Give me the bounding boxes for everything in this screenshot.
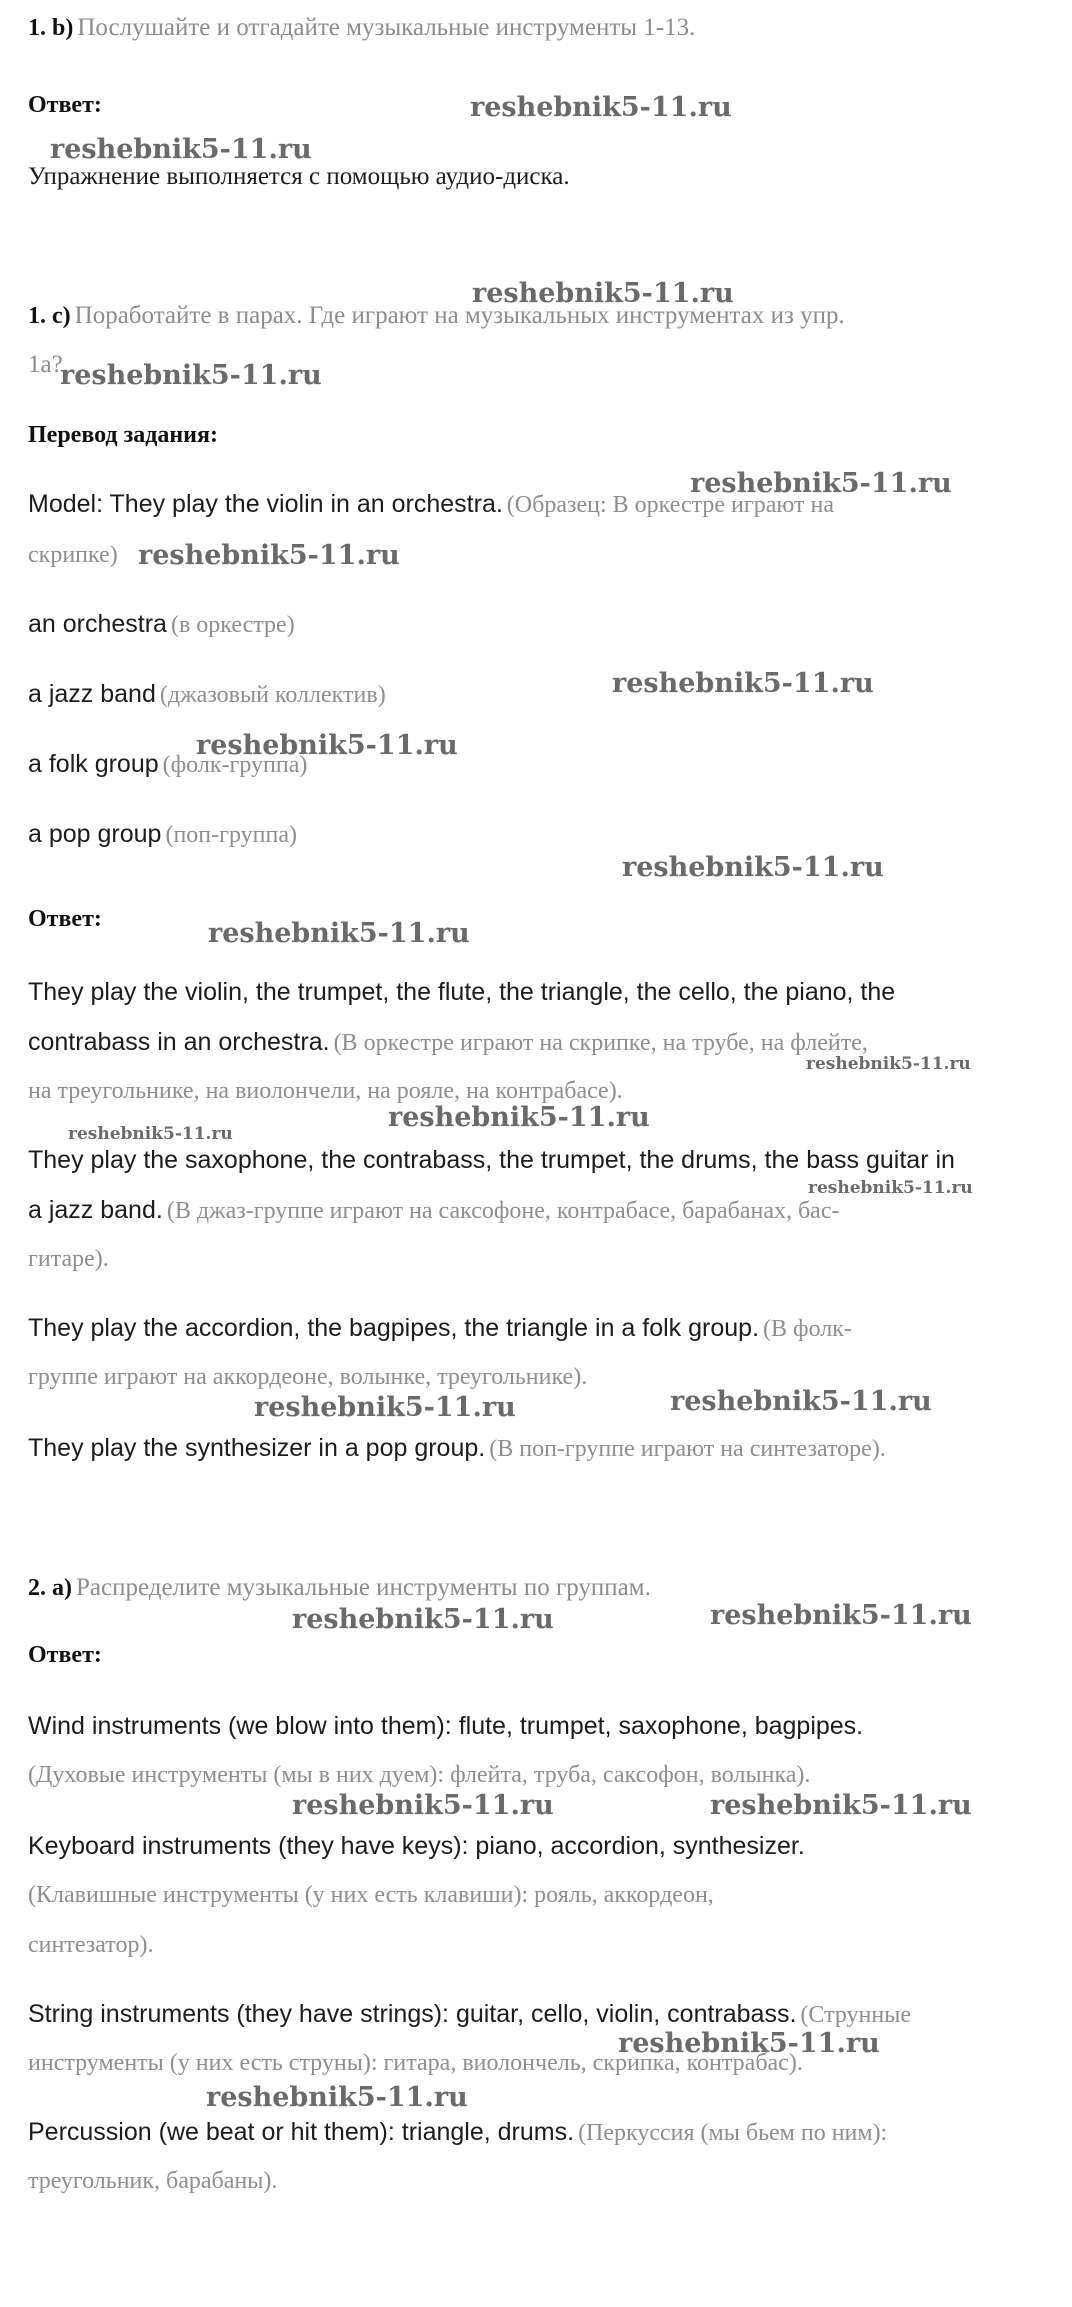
watermark: reshebnik5-11.ru [196, 730, 458, 761]
ex1c-answer-label: Ответ: [28, 906, 102, 932]
answer2-ru: (В джаз-группе играют на саксофоне, контрабасе, барабанах, бас- [166, 1198, 840, 1224]
answer1-ru: (В оркестре играют на скрипке, на трубе, на флейте, [333, 1030, 868, 1056]
ex1b-heading [28, 14, 695, 42]
watermark: reshebnik5-11.ru [388, 1102, 650, 1133]
answer4-ru: (В поп-группе играют на синтезаторе). [489, 1436, 886, 1462]
watermark: reshebnik5-11.ru [622, 852, 884, 883]
option-ru: (джазовый коллектив) [159, 682, 386, 708]
ex1c-answer2-line1: They play the saxophone, the contrabass, the trumpet, the drums, the bass guitar in [28, 1146, 955, 1174]
watermark: reshebnik5-11.ru [206, 2082, 468, 2113]
ex2a-group3-line1 [28, 2000, 911, 2029]
ex2a-group1-ru: (Духовые инструменты (мы в них дуем): флейта, труба, саксофон, волынка). [28, 1762, 811, 1788]
answer4-en: They play the synthesizer in a pop group. [28, 1434, 486, 1462]
watermark: reshebnik5-11.ru [808, 1178, 973, 1198]
ex1c-answer3-line2: группе играют на аккордеоне, волынке, треугольнике). [28, 1364, 588, 1390]
ex1c-option [28, 610, 295, 639]
option-ru: (в оркестре) [170, 612, 295, 638]
watermark: reshebnik5-11.ru [254, 1392, 516, 1423]
ex1b-answer-label: Ответ: [28, 92, 102, 118]
watermark: reshebnik5-11.ru [292, 1790, 554, 1821]
ex2a-group4-ru-2: треугольник, барабаны). [28, 2168, 278, 2194]
group4-en: Percussion (we beat or hit them): triangle, drums. [28, 2118, 575, 2146]
watermark: reshebnik5-11.ru [60, 360, 322, 391]
answer3-ru: (В фолк- [763, 1316, 852, 1342]
ex2a-task: Распределите музыкальные инструменты по группам. [76, 1574, 651, 1601]
ex1c-option [28, 680, 386, 709]
ex1c-model-en: Model: They play the violin in an orchestra. [28, 490, 503, 518]
ex2a-group3-ru-2: инструменты (у них есть струны): гитара, виолончель, скрипка, контрабас). [28, 2050, 803, 2076]
watermark: reshebnik5-11.ru [670, 1386, 932, 1417]
ex1c-answer4 [28, 1434, 886, 1463]
group3-en: String instruments (they have strings): guitar, cello, violin, contrabass. [28, 2000, 797, 2028]
ex1c-answer1-line3: на треугольнике, на виолончели, на рояле, на контрабасе). [28, 1078, 623, 1104]
ex2a-group2-ru-1: (Клавишные инструменты (у них есть клавиши): рояль, аккордеон, [28, 1882, 714, 1908]
ex1c-answer1-line2 [28, 1028, 868, 1057]
ex2a-answer-label: Ответ: [28, 1642, 102, 1668]
ex1c-answer2-line3: гитаре). [28, 1246, 109, 1272]
option-ru: (поп-группа) [165, 822, 297, 848]
watermark: reshebnik5-11.ru [292, 1604, 554, 1635]
answer1-en: contrabass in an orchestra. [28, 1028, 330, 1056]
ex1c-number: 1. c) [28, 303, 71, 329]
ex2a-number: 2. a) [28, 1575, 72, 1601]
watermark: reshebnik5-11.ru [138, 540, 400, 571]
watermark: reshebnik5-11.ru [710, 1790, 972, 1821]
watermark: reshebnik5-11.ru [208, 918, 470, 949]
option-en: a jazz band [28, 680, 156, 708]
option-en: a folk group [28, 750, 159, 778]
ex2a-heading [28, 1574, 651, 1602]
ex2a-group4-line1 [28, 2118, 887, 2147]
ex1c-answer2-line2 [28, 1196, 839, 1225]
group4-ru-1: (Перкуссия (мы бьем по ним): [578, 2120, 888, 2146]
watermark: reshebnik5-11.ru [50, 134, 312, 165]
ex1c-model-ru-1: (Образец: В оркестре играют на [506, 492, 834, 518]
option-en: an orchestra [28, 610, 167, 638]
ex2a-group2-ru-2: синтезатор). [28, 1932, 154, 1958]
ex2a-group2-en: Keyboard instruments (they have keys): piano, accordion, synthesizer. [28, 1832, 805, 1860]
ex1b-task: Послушайте и отгадайте музыкальные инструменты 1-13. [77, 14, 696, 41]
ex1c-task-line2: 1a? [28, 351, 63, 378]
watermark: reshebnik5-11.ru [472, 278, 734, 309]
ex1c-translation-label: Перевод задания: [28, 422, 218, 448]
ex1b-number: 1. b) [28, 15, 74, 41]
ex1c-answer3-line1 [28, 1314, 852, 1343]
ex2a-group1-en: Wind instruments (we blow into them): flute, trumpet, saxophone, bagpipes. [28, 1712, 864, 1740]
answer2-en: a jazz band. [28, 1196, 163, 1224]
watermark: reshebnik5-11.ru [806, 1054, 971, 1074]
option-en: a pop group [28, 820, 162, 848]
ex1c-option [28, 820, 297, 849]
watermark: reshebnik5-11.ru [68, 1124, 233, 1144]
ex1c-model-ru-2: скрипке) [28, 542, 118, 568]
ex1c-task-line1: Поработайте в парах. Где играют на музыкальных инструментах из упр. [74, 302, 845, 329]
ex1b-answer: Упражнение выполняется с помощью аудио-диска. [28, 163, 570, 190]
option-ru: (фолк-группа) [162, 752, 308, 778]
ex1c-answer1-line1: They play the violin, the trumpet, the flute, the triangle, the cello, the piano, the [28, 978, 896, 1006]
watermark: reshebnik5-11.ru [618, 2028, 880, 2059]
watermark: reshebnik5-11.ru [612, 668, 874, 699]
watermark: reshebnik5-11.ru [710, 1600, 972, 1631]
watermark: reshebnik5-11.ru [690, 468, 952, 499]
answer3-en: They play the accordion, the bagpipes, the triangle in a folk group. [28, 1314, 760, 1342]
group3-ru-1: (Струнные [800, 2002, 912, 2028]
watermark: reshebnik5-11.ru [470, 92, 732, 123]
